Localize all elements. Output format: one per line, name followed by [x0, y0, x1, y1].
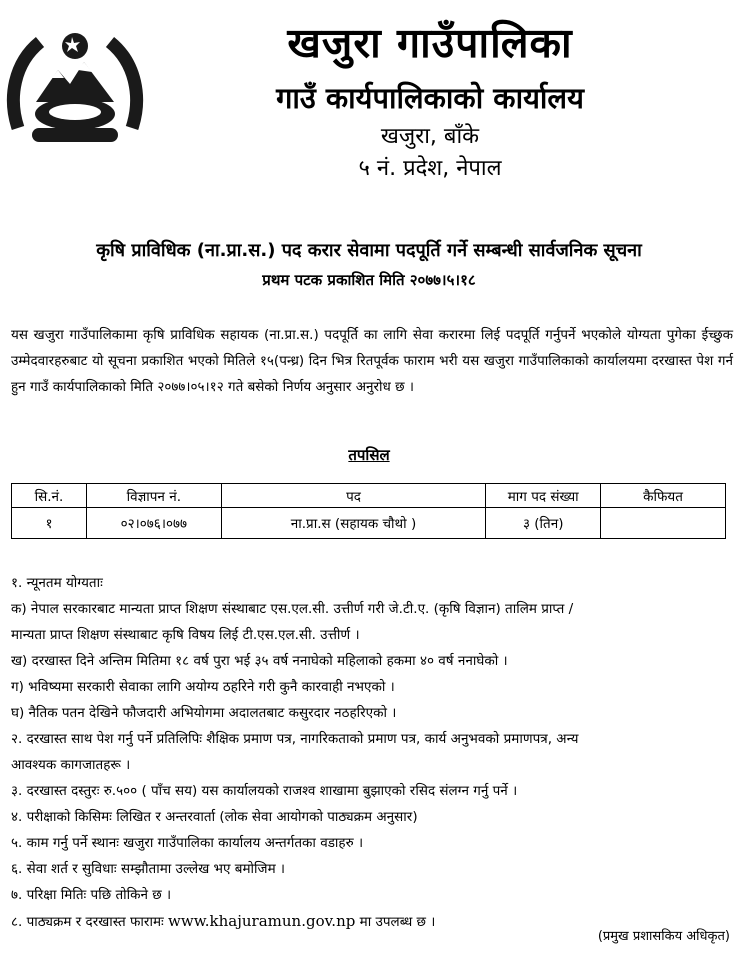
notice-subject: कृषि प्राविधिक (ना.प्रा.स.) पद करार सेवामा पदपूर्ति गर्ने सम्बन्धी सार्वजनिक सूचना	[96, 240, 642, 261]
notice-paragraph: यस खजुरा गाउँपालिकामा कृषि प्राविधिक सहायक (ना.प्रा.स.) पदपूर्ति का लागि सेवा करारमा लिई पदपूर्ति गर्नुपर्ने भएकोले योग्यता पुगेका ईच्छुक उम्मेदवारहरुबाट यो सूचना प्रकाशित भएको मितिले १५(पन्ध्र) दिन भित्र रितपूर्वक फाराम भरी यस खजुरा गाउँपालिकाको कार्यालयमा दरखास्त पेश गर्न हुन गाउँ कार्यपालिकाको मिति २०७७।०५।१२ गते बसेको निर्णय अनुसार अनुरोध छ ।	[11, 327, 733, 395]
req-documents: २. दरखास्त साथ पेश गर्नु पर्ने प्रतिलिपिः शैक्षिक प्रमाण पत्र, नागरिकताको प्रमाण पत्र, कार्य अनुभवको प्रमाणपत्र, अन्य	[11, 731, 579, 747]
req-qualification-b: ख) दरखास्त दिने अन्तिम मितिमा १८ वर्ष पुरा भई ३५ वर्ष ननाघेको महिलाको हकमा ४० वर्ष ननाघेको ।	[11, 653, 508, 669]
req-documents-cont: आवश्यक कागजातहरू ।	[11, 757, 131, 773]
signature-title: (प्रमुख प्रशासकिय अधिकृत)	[597, 929, 730, 944]
table-header-row	[12, 484, 726, 508]
office-location: खजुरा, बाँके	[380, 124, 480, 149]
cell-post: ना.प्रा.स (सहायक चौथो )	[221, 508, 486, 539]
req-qualification-a: क) नेपाल सरकारबाट मान्यता प्राप्त शिक्षण संस्थाबाट एस.एल.सी. उत्तीर्ण गरी जे.टी.ए. (कृषि विज्ञान) तालिम प्राप्त /	[11, 601, 574, 617]
office-name: गाउँ कार्यपालिकाको कार्यालय	[276, 81, 584, 115]
cell-demand-count: ३ (तिन)	[486, 508, 601, 539]
req-work-place: ५. काम गर्नु पर्ने स्थानः खजुरा गाउँपालिका कार्यालय अन्तर्गतका वडाहरु ।	[11, 835, 364, 851]
col-serial: सि.नं.	[12, 484, 87, 508]
cell-ad-number: ०२।०७६।०७७	[86, 508, 221, 539]
req-qualification-c: ग) भविष्यमा सरकारी सेवाका लागि अयोग्य ठहरिने गरी कुनै कारवाही नभएको ।	[11, 679, 395, 695]
vacancy-table	[11, 483, 726, 539]
req-exam-date: ७. परिक्षा मितिः पछि तोकिने छ ।	[11, 887, 172, 903]
col-demand-count: माग पद संख्या	[486, 484, 601, 508]
req-forms-suffix: मा उपलब्ध छ ।	[355, 914, 436, 930]
col-ad-number: विज्ञापन नं.	[86, 484, 221, 508]
req-forms-prefix: ८. पाठ्यक्रम र दरखास्त फारामः	[11, 914, 169, 930]
req-qualification-d: घ) नैतिक पतन देखिने फौजदारी अभियोगमा अदालतबाट कसुरदार नठहरिएको ।	[11, 705, 397, 721]
req-min-qualification: १. न्यूनतम योग्यताः	[11, 575, 103, 591]
website-link[interactable]: www.khajuramun.gov.np	[168, 912, 356, 930]
req-fee: ३. दरखास्त दस्तुरः रु.५०० ( पाँच सय) यस कार्यालयको राजश्व शाखामा बुझाएको रसिद संलग्न गर्नु पर्ने ।	[11, 783, 518, 799]
req-exam-type: ४. परीक्षाको किसिमः लिखित र अन्तरवार्ता (लोक सेवा आयोगको पाठ्यक्रम अनुसार)	[11, 809, 418, 825]
requirements-list	[11, 570, 733, 935]
municipality-name: खजुरा गाउँपालिका	[287, 19, 573, 67]
table-row	[12, 508, 726, 539]
req-service-terms: ६. सेवा शर्त र सुविधाः सम्झौतामा उल्लेख भए बमोजिम ।	[11, 861, 286, 877]
cell-serial: १	[12, 508, 87, 539]
req-qualification-a-cont: मान्यता प्राप्त शिक्षण संस्थाबाट कृषि विषय लिई टी.एस.एल.सी. उत्तीर्ण ।	[11, 627, 360, 643]
province-line: ५ नं. प्रदेश, नेपाल	[358, 156, 502, 181]
details-heading: तपसिल	[348, 446, 390, 464]
col-remarks: कैफियत	[601, 484, 726, 508]
cell-remarks	[601, 508, 726, 539]
nepal-emblem-icon	[6, 28, 144, 152]
col-post: पद	[221, 484, 486, 508]
publication-date: प्रथम पटक प्रकाशित मिति २०७७।५।१८	[262, 271, 476, 289]
